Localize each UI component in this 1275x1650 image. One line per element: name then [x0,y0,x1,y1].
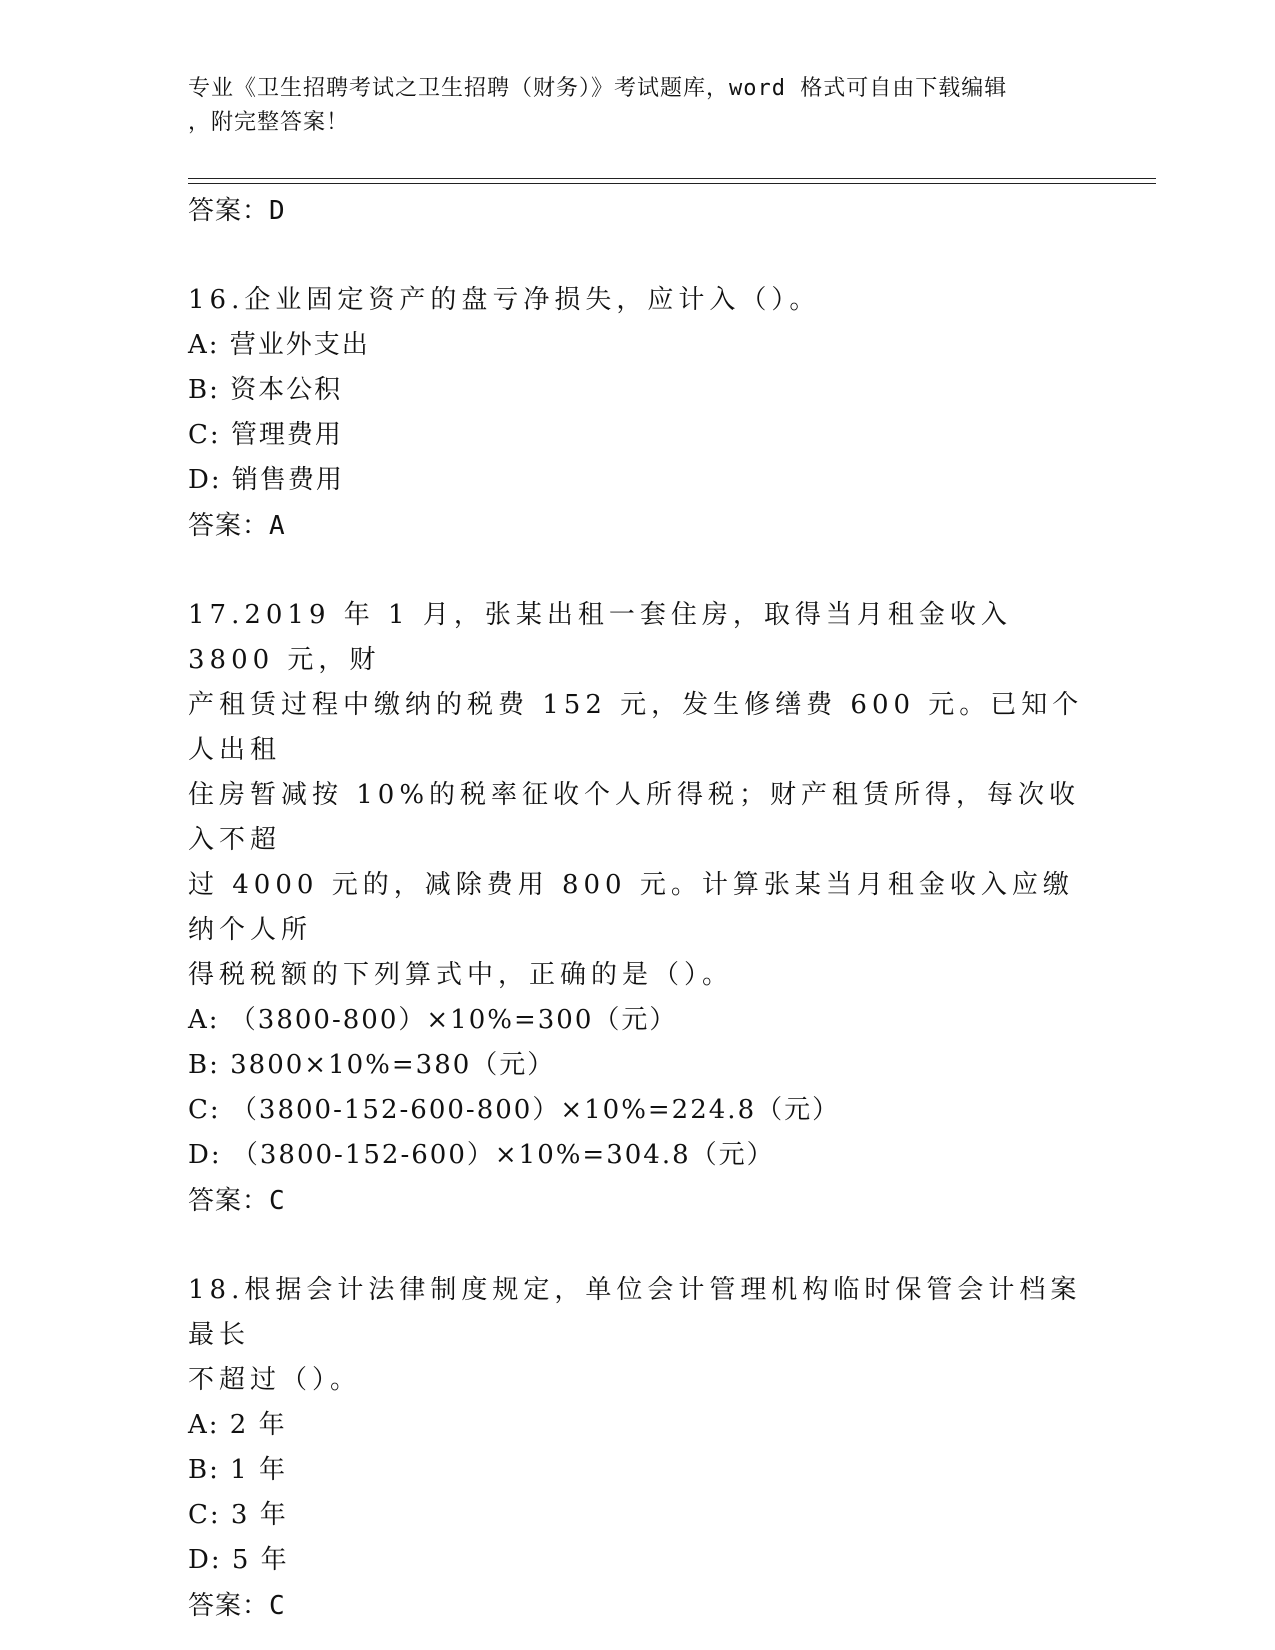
option-b: B: 1 年 [188,1455,287,1485]
option-d: D: 5 年 [188,1545,289,1575]
question-text-line: 17.2019 年 1 月，张某出租一套住房，取得当月租金收入 3800 元，财 [188,600,1012,675]
answer-value: C [269,1591,286,1621]
option-b: B: 资本公积 [188,375,343,405]
answer-label: 答案： [188,1591,270,1621]
document-content [188,188,1088,1629]
question-text-line: 过 4000 元的，减除费用 800 元。计算张某当月租金收入应缴纳个人所 [188,870,1074,945]
question-text-line: 得税税额的下列算式中，正确的是（）。 [188,960,734,990]
option-c: C: 3 年 [188,1500,288,1530]
answer-label: 答案： [188,511,270,541]
answer-value: C [269,1186,286,1216]
option-a: A: 营业外支出 [188,330,370,360]
header-divider-top [188,178,1156,179]
question-text-line: 18.根据会计法律制度规定，单位会计管理机构临时保管会计档案最长 [188,1275,1082,1350]
header-divider-bottom [188,183,1156,184]
answer-value: A [269,511,286,541]
answer [188,1583,1088,1629]
header-line-1: 专业《卫生招聘考试之卫生招聘（财务）》考试题库，word 格式可自由下载编辑 [188,76,1008,101]
option-c: C: 管理费用 [188,420,343,450]
question-text-line: 16.企业固定资产的盘亏净损失，应计入（）。 [188,285,821,315]
option-b: B: 3800×10%=380（元） [188,1050,556,1080]
question-17 [188,593,1088,1224]
answer-prev [188,188,1088,234]
question-16 [188,278,1088,549]
option-d: D: （3800-152-600）×10%=304.8（元） [188,1140,775,1170]
option-a: A: 2 年 [188,1410,287,1440]
answer [188,1178,1088,1224]
document-header [188,72,1068,140]
question-text-line: 产租赁过程中缴纳的税费 152 元，发生修缮费 600 元。已知个人出租 [188,690,1084,765]
answer-value: D [269,196,286,226]
answer-label: 答案： [188,1186,270,1216]
option-d: D: 销售费用 [188,465,344,495]
answer [188,503,1088,549]
question-text-line: 不超过（）。 [188,1365,362,1395]
option-c: C: （3800-152-600-800）×10%=224.8（元） [188,1095,841,1125]
question-text-line: 住房暂减按 10%的税率征收个人所得税；财产租赁所得，每次收入不超 [188,780,1081,855]
question-18 [188,1268,1088,1629]
header-line-2: ，附完整答案！ [188,110,350,135]
answer-label: 答案： [188,196,270,226]
option-a: A: （3800-800）×10%=300（元） [188,1005,678,1035]
